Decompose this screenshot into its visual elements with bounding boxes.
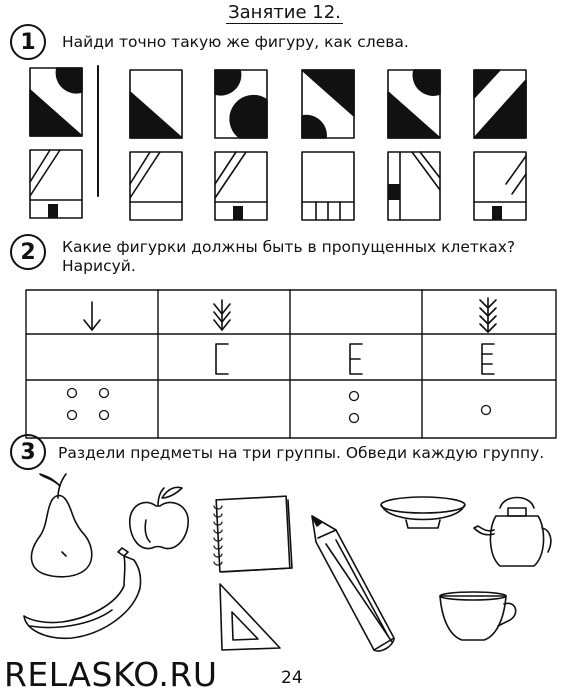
task-1-instruction: Найди точно такую же фигуру, как слева. bbox=[62, 33, 409, 51]
arrow-1-chevron bbox=[84, 302, 100, 330]
banana-icon[interactable] bbox=[24, 548, 141, 638]
cup-icon[interactable] bbox=[440, 592, 516, 640]
row1-option-2[interactable] bbox=[215, 70, 267, 138]
row2-option-1[interactable] bbox=[130, 152, 182, 220]
row2-option-4[interactable] bbox=[388, 152, 440, 220]
task-2-number: 2 bbox=[10, 234, 46, 270]
bracket-shape bbox=[216, 344, 228, 374]
e-shape-1 bbox=[350, 344, 362, 374]
bowl-icon[interactable] bbox=[381, 497, 465, 528]
page-title: Занятие 12. bbox=[228, 2, 341, 23]
row1-option-3[interactable] bbox=[302, 70, 354, 138]
notebook-icon[interactable] bbox=[214, 496, 292, 572]
row2-option-5[interactable] bbox=[474, 152, 526, 220]
kettle-icon[interactable] bbox=[474, 498, 551, 567]
circles-one bbox=[482, 406, 491, 415]
page-number: 24 bbox=[281, 668, 303, 688]
pattern-grid bbox=[26, 290, 556, 438]
task-2-instruction-line1: Какие фигурки должны быть в пропущенных клетках? bbox=[62, 238, 516, 256]
apple-icon[interactable] bbox=[130, 487, 188, 548]
arrow-4-chevrons bbox=[480, 298, 496, 332]
task-2-instruction-line2: Нарисуй. bbox=[62, 257, 136, 275]
set-square-icon[interactable] bbox=[220, 584, 280, 650]
watermark: RELASKO.RU bbox=[4, 655, 218, 694]
circles-four bbox=[68, 389, 109, 420]
task-3-number: 3 bbox=[10, 434, 46, 470]
row2-option-2[interactable] bbox=[215, 152, 267, 220]
row1-option-4[interactable] bbox=[388, 70, 440, 138]
pear-icon[interactable] bbox=[31, 474, 91, 577]
task-1-number: 1 bbox=[10, 24, 46, 60]
row1-sample-figure bbox=[30, 68, 82, 136]
row2-option-3[interactable] bbox=[302, 152, 354, 220]
pencil-icon[interactable] bbox=[312, 516, 394, 651]
arrow-2-chevrons bbox=[214, 300, 230, 330]
task-3-instruction: Раздели предметы на три группы. Обведи каждую группу. bbox=[58, 444, 545, 462]
e-shape-2 bbox=[482, 344, 494, 374]
circles-two bbox=[350, 392, 359, 423]
row2-sample-figure bbox=[30, 150, 82, 218]
row1-option-5[interactable] bbox=[474, 70, 526, 138]
row1-option-1[interactable] bbox=[130, 70, 182, 138]
